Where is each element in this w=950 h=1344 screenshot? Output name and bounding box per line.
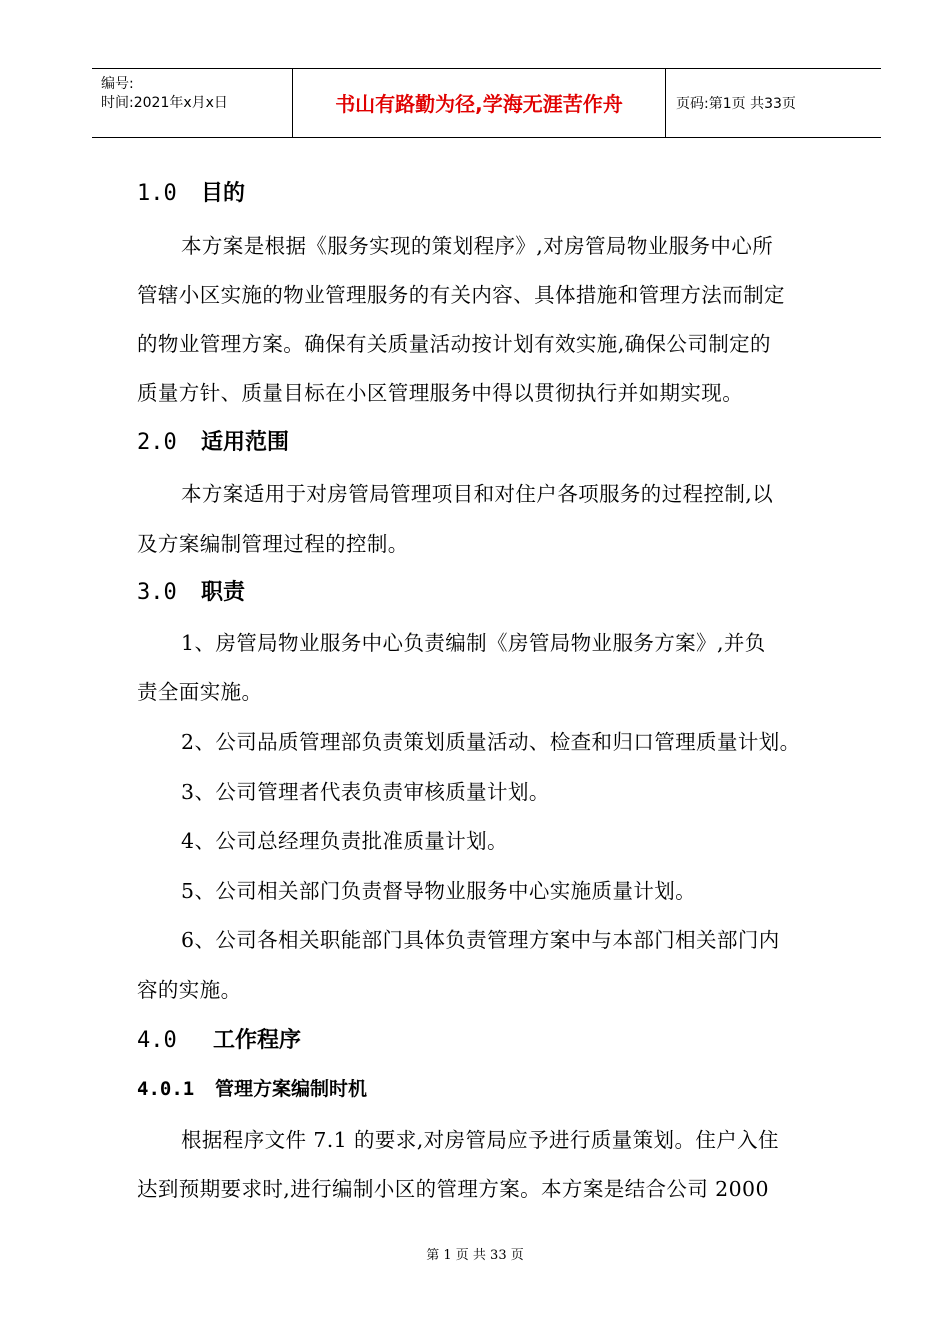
list-item-line: 2、公司品质管理部负责策划质量活动、检查和归口管理质量计划。 bbox=[181, 730, 801, 754]
subsection-heading-4-0-1 bbox=[137, 1076, 367, 1102]
paragraph-line: 达到预期要求时,进行编制小区的管理方案。本方案是结合公司 2000 bbox=[137, 1177, 769, 1201]
paragraph-line: 根据程序文件 7.1 的要求,对房管局应予进行质量策划。住户入住 bbox=[181, 1128, 779, 1152]
section-heading-3 bbox=[137, 578, 245, 608]
paragraph-line: 的物业管理方案。确保有关质量活动按计划有效实施,确保公司制定的 bbox=[137, 332, 771, 356]
motto-text: 书山有路勤为径,学海无涯苦作舟 bbox=[335, 92, 623, 116]
paragraph-line: 管辖小区实施的物业管理服务的有关内容、具体措施和管理方法而制定 bbox=[137, 283, 785, 307]
paragraph-line: 本方案是根据《服务实现的策划程序》,对房管局物业服务中心所 bbox=[181, 234, 774, 258]
section-number: 3.0 bbox=[137, 580, 177, 605]
section-heading-1 bbox=[137, 179, 245, 209]
page-info: 页码:第1页 共33页 bbox=[676, 96, 796, 112]
section-number: 1.0 bbox=[137, 181, 177, 206]
section-number: 2.0 bbox=[137, 430, 177, 455]
list-item-line: 4、公司总经理负责批准质量计划。 bbox=[181, 829, 508, 853]
header-page-cell bbox=[666, 69, 881, 137]
time-label: 时间:2021年x月x日 bbox=[101, 95, 228, 111]
section-title: 职责 bbox=[201, 580, 246, 605]
list-item-line: 3、公司管理者代表负责审核质量计划。 bbox=[181, 780, 550, 804]
section-number: 4.0 bbox=[137, 1028, 177, 1053]
document-header bbox=[92, 68, 881, 138]
section-heading-2 bbox=[137, 428, 289, 458]
section-title: 工作程序 bbox=[213, 1028, 302, 1053]
paragraph-line: 质量方针、质量目标在小区管理服务中得以贯彻执行并如期实现。 bbox=[137, 381, 744, 405]
paragraph-line: 本方案适用于对房管局管理项目和对住户各项服务的过程控制,以 bbox=[181, 482, 774, 506]
header-motto-cell bbox=[293, 69, 666, 137]
subsection-number: 4.0.1 bbox=[137, 1078, 195, 1100]
section-title: 目的 bbox=[201, 181, 246, 206]
header-meta-cell bbox=[92, 69, 293, 137]
page-footer: 第 1 页 共 33 页 bbox=[426, 1248, 524, 1263]
list-item-line: 5、公司相关部门负责督导物业服务中心实施质量计划。 bbox=[181, 879, 697, 903]
section-heading-4 bbox=[137, 1026, 301, 1056]
serial-number-label: 编号: bbox=[101, 76, 134, 92]
subsection-title: 管理方案编制时机 bbox=[215, 1078, 368, 1100]
list-item-line: 容的实施。 bbox=[137, 978, 242, 1002]
section-title: 适用范围 bbox=[201, 430, 290, 455]
list-item-line: 6、公司各相关职能部门具体负责管理方案中与本部门相关部门内 bbox=[181, 928, 780, 952]
list-item-line: 1、房管局物业服务中心负责编制《房管局物业服务方案》,并负 bbox=[181, 631, 766, 655]
paragraph-line: 及方案编制管理过程的控制。 bbox=[137, 532, 409, 556]
list-item-line: 责全面实施。 bbox=[137, 680, 263, 704]
